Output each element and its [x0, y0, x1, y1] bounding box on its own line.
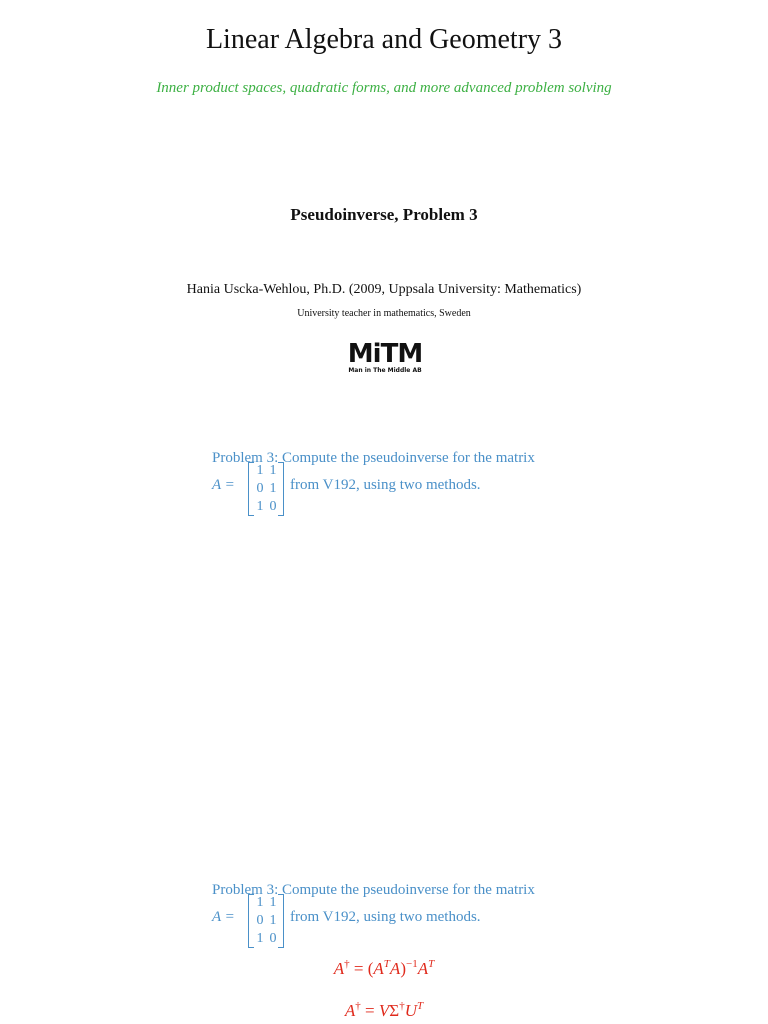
problem-statement: Problem 3: Compute the pseudoinverse for the matrix	[212, 882, 535, 898]
formula-term: Σ	[389, 1001, 400, 1020]
matrix-lhs: A =	[212, 477, 235, 493]
matrix-a	[248, 894, 284, 948]
matrix-a	[248, 462, 284, 516]
matrix-cell: 0	[269, 499, 277, 514]
matrix-cell: 1	[269, 895, 277, 910]
matrix-cell: 0	[256, 913, 264, 928]
formula-op: =	[360, 1001, 379, 1020]
matrix-cell: 1	[256, 895, 264, 910]
matrix-cell: 1	[256, 499, 264, 514]
problem-statement: Problem 3: Compute the pseudoinverse for the matrix	[212, 450, 535, 466]
formula-sup: −1	[405, 958, 418, 970]
matrix-cell: 0	[269, 931, 277, 946]
formula-term: A	[417, 959, 429, 978]
formula-term: A	[333, 959, 345, 978]
normal-equation-formula	[0, 958, 768, 979]
mitm-logo	[338, 340, 432, 378]
matrix-cell: 0	[256, 481, 264, 496]
matrix-cell: 1	[269, 913, 277, 928]
formula-term: A	[373, 959, 384, 978]
matrix-cell: 1	[269, 463, 277, 478]
formula-sup: †	[344, 958, 350, 970]
formula-op: )	[400, 959, 406, 978]
formula-sup: †	[355, 1000, 361, 1012]
problem-block-1	[212, 450, 632, 530]
formula-term: A	[389, 959, 401, 978]
svd-formula	[0, 1000, 768, 1021]
slide-heading: Pseudoinverse, Problem 3	[290, 205, 478, 224]
matrix-cell: 1	[269, 481, 277, 496]
formula-sup: T	[416, 1000, 424, 1012]
formula-sup: T	[428, 958, 435, 970]
formula-term: V	[378, 1001, 390, 1020]
matrix-lhs: A =	[212, 909, 235, 925]
matrix-bracket-right	[278, 462, 284, 516]
matrix-cell: 1	[256, 463, 264, 478]
document-subtitle: Inner product spaces, quadratic forms, and more advanced problem solving	[156, 80, 612, 96]
matrix-bracket-left	[248, 462, 254, 516]
matrix-bracket-right	[278, 894, 284, 948]
problem-suffix: from V192, using two methods.	[290, 477, 481, 493]
formula-sup: †	[399, 1000, 405, 1012]
matrix-cell: 1	[256, 931, 264, 946]
formula-term: U	[404, 1001, 417, 1020]
document-title: Linear Algebra and Geometry 3	[205, 24, 563, 55]
author-role: University teacher in mathematics, Sweden	[297, 308, 471, 319]
formula-sup: T	[383, 958, 390, 970]
logo-tagline: Man in The Middle AB	[348, 367, 422, 374]
matrix-bracket-left	[248, 894, 254, 948]
logo-wordmark: MiTM	[347, 339, 423, 369]
problem-suffix: from V192, using two methods.	[290, 909, 481, 925]
formula-term: A	[344, 1001, 356, 1020]
formula-op: = (	[349, 959, 374, 978]
problem-block-2	[212, 882, 632, 962]
author-line: Hania Uscka-Wehlou, Ph.D. (2009, Uppsala University: Mathematics)	[186, 282, 582, 297]
